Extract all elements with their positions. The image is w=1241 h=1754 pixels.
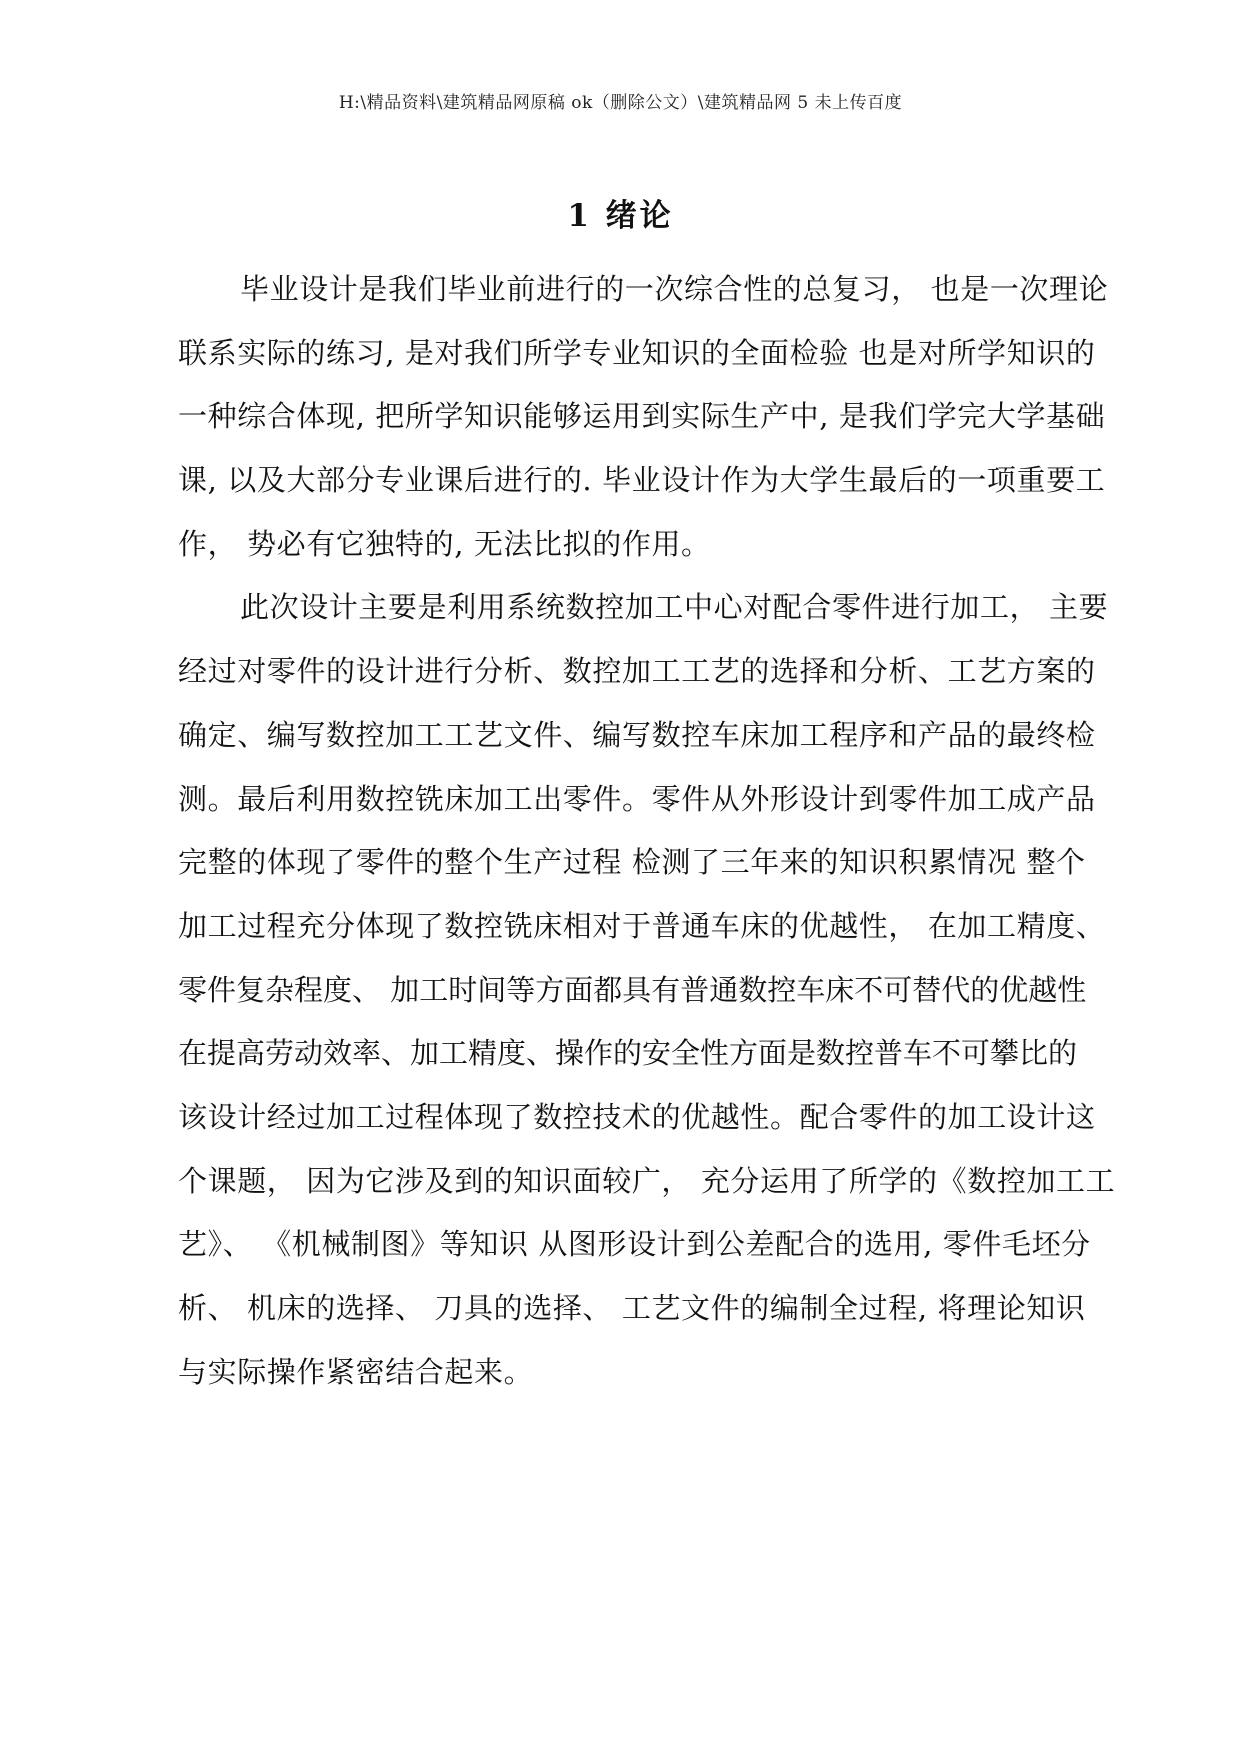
paragraph-2-line-1: 此次设计主要是利用系统数控加工中心对配合零件进行加工， 主要 bbox=[240, 590, 1109, 625]
paragraph-1-line-1: 毕业设计是我们毕业前进行的一次综合性的总复习， 也是一次理论 bbox=[240, 272, 1109, 306]
paragraph-2-line-3: 确定、编写数控加工工艺文件、编写数控车床加工程序和产品的最终检 bbox=[178, 717, 1096, 752]
body-text bbox=[178, 270, 1163, 1416]
paragraph-2-line-13: 与实际操作紧密结合起来。 bbox=[178, 1354, 534, 1389]
paragraph-1-line-5: 作， 势必有它独特的, 无法比拟的作用。 bbox=[178, 526, 711, 561]
paragraph-2-line-10: 个课题， 因为它涉及到的知识面较广， 充分运用了所学的《数控加工工 bbox=[178, 1163, 1116, 1198]
paragraph-2-line-4: 测。最后利用数控铣床加工出零件。零件从外形设计到零件加工成产品 bbox=[178, 781, 1096, 816]
paragraph-2-line-12: 析、 机床的选择、 刀具的选择、 工艺文件的编制全过程, 将理论知识 bbox=[178, 1291, 1086, 1325]
page-header-path: H:\精品资料\建筑精品网原稿 ok（删除公文）\建筑精品网 5 未上传百度 bbox=[338, 93, 903, 113]
paragraph-2-line-8: 在提高劳动效率、加工精度、操作的安全性方面是数控普车不可攀比的 bbox=[178, 1036, 1078, 1071]
paragraph-2-line-11: 艺》、 《机械制图》等知识 从图形设计到公差配合的选用, 零件毛坯分 bbox=[178, 1227, 1091, 1262]
paragraph-1-line-2: 联系实际的练习, 是对我们所学专业知识的全面检验 也是对所学知识的 bbox=[178, 335, 1096, 370]
paragraph-2-line-7: 零件复杂程度、 加工时间等方面都具有普通数控车床不可替代的优越性 bbox=[178, 972, 1087, 1007]
paragraph-2-line-9: 该设计经过加工过程体现了数控技术的优越性。配合零件的加工设计这 bbox=[178, 1099, 1096, 1134]
paragraph-2-line-5: 完整的体现了零件的整个生产过程 检测了三年来的知识积累情况 整个 bbox=[178, 845, 1086, 880]
paragraph-1-line-4: 课, 以及大部分专业课后进行的. 毕业设计作为大学生最后的一项重要工 bbox=[178, 463, 1106, 498]
paragraph-2-line-6: 加工过程充分体现了数控铣床相对于普通车床的优越性， 在加工精度、 bbox=[178, 908, 1106, 943]
chapter-title: 1 绪论 bbox=[567, 198, 674, 234]
paragraph-2-line-2: 经过对零件的设计进行分析、数控加工工艺的选择和分析、工艺方案的 bbox=[178, 654, 1096, 689]
paragraph-1-line-3: 一种综合体现, 把所学知识能够运用到实际生产中, 是我们学完大学基础 bbox=[178, 399, 1106, 434]
